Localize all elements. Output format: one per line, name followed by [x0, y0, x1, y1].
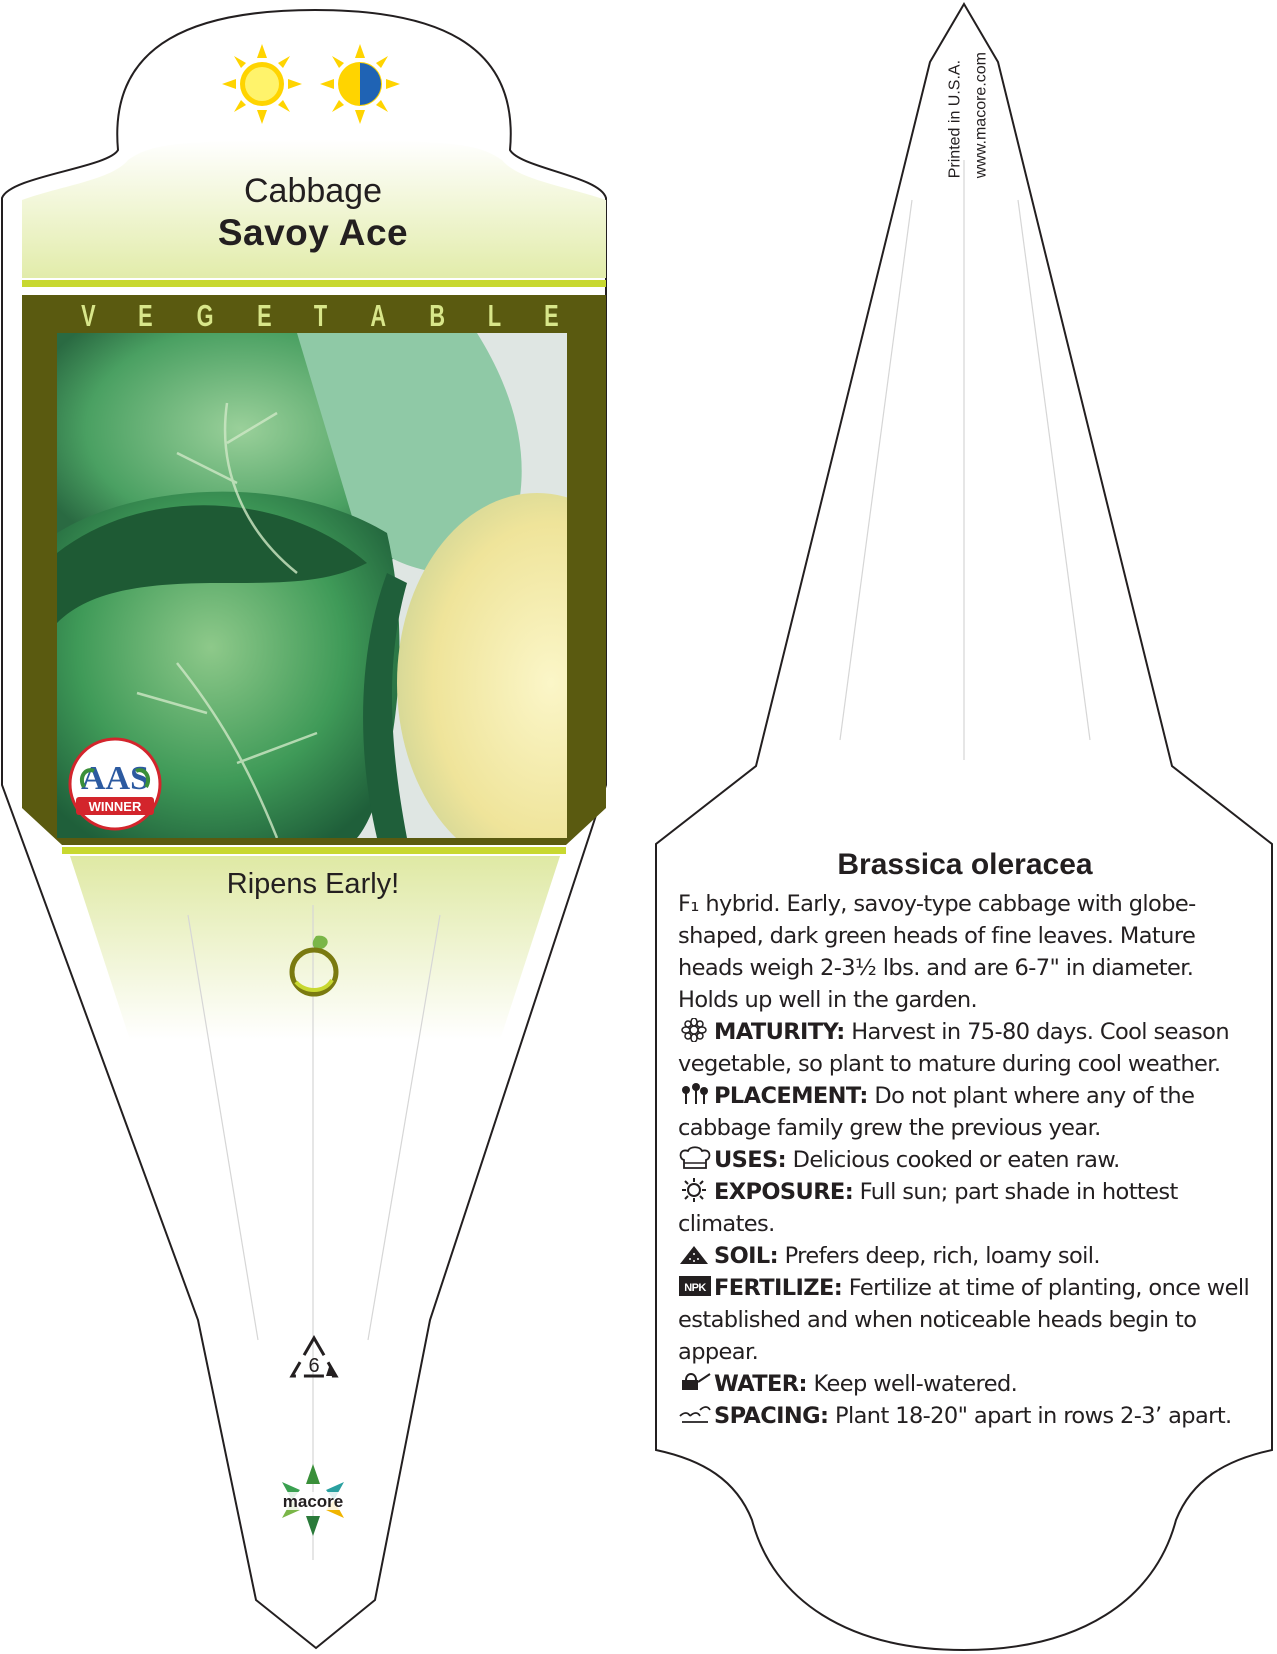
imprint-line-2: www.macore.com — [972, 52, 989, 179]
npk-icon-text: NPK — [684, 1282, 706, 1294]
aas-badge-text: AAS — [80, 760, 150, 797]
spacing-icon — [678, 1402, 714, 1426]
category-letter: B — [429, 298, 446, 333]
imprint — [938, 52, 994, 212]
section-label: PLACEMENT: — [714, 1083, 868, 1109]
category-letter: G — [196, 298, 214, 333]
category-letter: T — [314, 298, 328, 333]
category-letter: A — [370, 298, 387, 333]
brand-name: macore — [282, 1492, 344, 1511]
category-letter: L — [488, 298, 502, 333]
imprint-line-1: Printed in U.S.A. — [946, 59, 963, 179]
flower-icon — [678, 1018, 714, 1042]
lime-rule-top — [22, 280, 606, 287]
section-text: Delicious cooked or eaten raw. — [786, 1147, 1120, 1173]
aas-winner-badge — [68, 737, 162, 831]
description: F₁ hybrid. Early, savoy-type cabbage with globe-shaped, dark green heads of fine leaves. Mature heads weigh 2-3½ lbs. and are 6-7" in diameter. Holds up well in the garden. — [678, 891, 1196, 1013]
section-text: Prefers deep, rich, loamy soil. — [778, 1243, 1100, 1269]
recycle-code-icon — [286, 1334, 342, 1384]
category-letter: E — [138, 298, 154, 333]
section-text: Fertilize at time of planting, once well established and when noticeable heads begin to appear. — [678, 1275, 1250, 1365]
imprint-printed — [942, 52, 994, 178]
section-label: FERTILIZE: — [714, 1275, 843, 1301]
category-letter: V — [81, 298, 96, 333]
plants-icon — [678, 1082, 714, 1106]
category-label — [20, 298, 606, 332]
section-text: Full sun; part shade in hottest climates. — [678, 1179, 1178, 1237]
section-placement — [678, 1080, 1258, 1144]
category-letter: E — [256, 298, 272, 333]
care-instructions — [678, 888, 1258, 1432]
full-sun-icon — [222, 44, 302, 124]
early-ripening-icon — [284, 932, 344, 1002]
soil-icon — [678, 1242, 714, 1266]
section-text: Plant 18-20" apart in rows 2-3’ apart. — [828, 1403, 1232, 1429]
section-uses — [678, 1144, 1258, 1176]
section-soil — [678, 1240, 1258, 1272]
lime-rule-bottom — [62, 847, 566, 854]
macore-logo — [268, 1462, 358, 1538]
section-label: WATER: — [714, 1371, 807, 1397]
category-letter: E — [544, 298, 559, 333]
section-text: Harvest in 75-80 days. Cool season vegetable, so plant to mature during cool weather. — [678, 1019, 1229, 1077]
common-name: Cabbage — [243, 172, 382, 210]
section-maturity — [678, 1016, 1258, 1080]
tagline: Ripens Early! — [226, 868, 400, 900]
section-label: MATURITY: — [714, 1019, 845, 1045]
section-exposure — [678, 1176, 1258, 1240]
variety-name: Savoy Ace — [217, 212, 409, 253]
section-label: EXPOSURE: — [714, 1179, 854, 1205]
part-sun-icon — [320, 44, 400, 124]
section-label: SPACING: — [714, 1403, 829, 1429]
section-water — [678, 1368, 1258, 1400]
botanical-name: Brassica oleracea — [837, 848, 1093, 881]
section-label: USES: — [714, 1147, 787, 1173]
chef-hat-icon — [678, 1146, 714, 1170]
recycle-number: 6 — [308, 1355, 320, 1377]
sun-icon — [678, 1178, 714, 1202]
section-text: Do not plant where any of the cabbage family grew the previous year. — [678, 1083, 1195, 1141]
section-label: SOIL: — [714, 1243, 779, 1269]
section-text: Keep well-watered. — [806, 1371, 1018, 1397]
watering-can-icon — [678, 1370, 714, 1394]
section-spacing — [678, 1400, 1258, 1432]
section-fertilize — [678, 1272, 1258, 1368]
aas-badge-winner: WINNER — [88, 799, 142, 814]
npk-icon — [678, 1274, 714, 1298]
